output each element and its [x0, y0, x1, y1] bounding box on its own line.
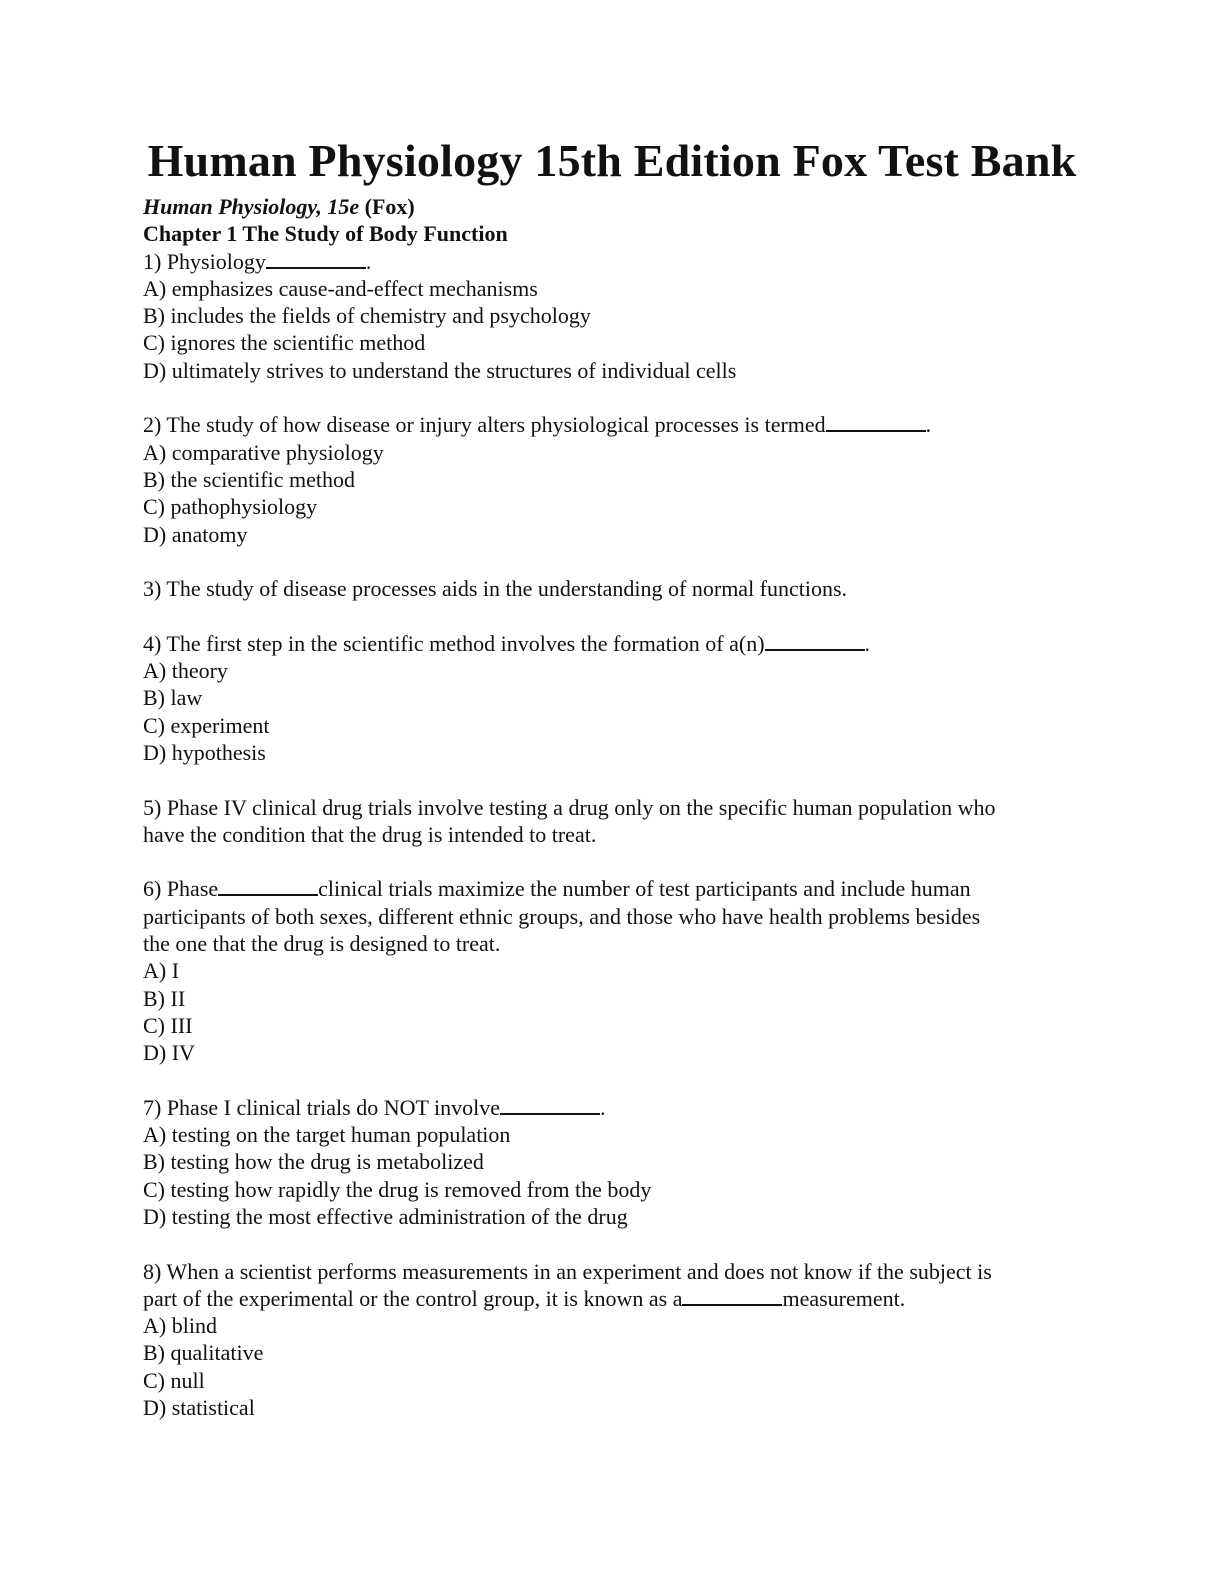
answer-option: B) the scientific method	[143, 466, 355, 492]
question-item	[143, 794, 1088, 849]
question-stem-line	[143, 821, 1088, 848]
question-spacer	[143, 384, 1088, 411]
question-stem-text-after: .	[864, 630, 871, 656]
fill-in-blank	[266, 248, 366, 269]
fill-in-blank	[765, 630, 865, 651]
answer-option: A) testing on the target human population	[143, 1122, 511, 1148]
question-stem-line	[143, 1094, 1088, 1121]
question-item	[143, 411, 1088, 547]
book-title-author: (Fox)	[359, 194, 415, 219]
answer-option: A) theory	[143, 658, 228, 684]
answer-option: D) hypothesis	[143, 739, 266, 765]
book-title-italic: Human Physiology, 15e	[143, 194, 360, 219]
page-title: Human Physiology 15th Edition Fox Test Bank	[147, 135, 1077, 186]
answer-option: D) testing the most effective administration of the drug	[143, 1203, 628, 1229]
question-spacer	[143, 848, 1088, 875]
question-stem-text-after: .	[925, 412, 932, 438]
question-stem-line	[143, 411, 1088, 438]
answer-option: B) II	[143, 985, 186, 1011]
question-stem-text: participants of both sexes, different ethnic groups, and those who have health problems besides	[143, 903, 981, 929]
question-stem-line	[143, 930, 1088, 957]
question-stem-text: 5) Phase IV clinical drug trials involve testing a drug only on the specific human population who	[143, 794, 996, 820]
chapter-heading: Chapter 1 The Study of Body Function	[143, 221, 508, 247]
answer-option: A) comparative physiology	[143, 439, 384, 465]
fill-in-blank	[826, 411, 926, 432]
question-item	[143, 630, 1088, 766]
question-item	[143, 575, 1088, 602]
question-stem-text: have the condition that the drug is intended to treat.	[143, 821, 597, 847]
question-stem-text-after: .	[365, 248, 372, 274]
question-stem-text-after: measurement.	[782, 1285, 906, 1311]
question-stem-text: 4) The first step in the scientific method involves the formation of a(n)	[143, 630, 765, 656]
fill-in-blank	[500, 1094, 600, 1115]
fill-in-blank	[682, 1285, 782, 1306]
question-stem-line	[143, 575, 1088, 602]
question-stem-text: 3) The study of disease processes aids in the understanding of normal functions.	[143, 576, 848, 602]
question-stem-text-after: .	[600, 1094, 606, 1120]
question-item	[143, 875, 1088, 1066]
answer-option: A) emphasizes cause-and-effect mechanisms	[143, 275, 538, 301]
answer-option: A) blind	[143, 1313, 217, 1339]
question-stem-line	[143, 875, 1088, 902]
answer-option: D) IV	[143, 1040, 195, 1066]
question-stem-line	[143, 1258, 1088, 1285]
answer-option: B) qualitative	[143, 1340, 264, 1366]
question-spacer	[143, 548, 1088, 575]
question-stem-line	[143, 248, 1088, 275]
question-stem-text: 7) Phase I clinical trials do NOT involve	[143, 1094, 501, 1120]
answer-option: B) law	[143, 685, 203, 711]
question-stem-line	[143, 1285, 1088, 1312]
question-item	[143, 1258, 1088, 1422]
answer-option: D) ultimately strives to understand the structures of individual cells	[143, 357, 737, 383]
question-stem-line	[143, 630, 1088, 657]
answer-option: D) statistical	[143, 1395, 255, 1421]
book-title	[143, 193, 1088, 220]
document-body	[143, 193, 1088, 1421]
answer-option: B) includes the fields of chemistry and psychology	[143, 303, 591, 329]
question-list	[143, 248, 1088, 1422]
question-spacer	[143, 602, 1088, 629]
answer-option: C) ignores the scientific method	[143, 330, 426, 356]
answer-option: C) null	[143, 1367, 205, 1393]
answer-option: B) testing how the drug is metabolized	[143, 1149, 484, 1175]
question-item	[143, 1094, 1088, 1230]
question-stem-text: part of the experimental or the control group, it is known as a	[143, 1285, 683, 1311]
question-stem-line	[143, 794, 1088, 821]
answer-option: A) I	[143, 958, 180, 984]
question-stem-line	[143, 903, 1088, 930]
question-stem-text: the one that the drug is designed to treat.	[143, 931, 501, 957]
question-stem-text: 2) The study of how disease or injury alters physiological processes is termed	[143, 412, 826, 438]
answer-option: C) III	[143, 1012, 193, 1038]
fill-in-blank	[218, 875, 318, 896]
answer-option: C) testing how rapidly the drug is removed from the body	[143, 1176, 652, 1202]
question-stem-text: 6) Phase	[143, 876, 219, 902]
answer-option: D) anatomy	[143, 521, 248, 547]
question-spacer	[143, 1067, 1088, 1094]
question-stem-text: 8) When a scientist performs measurements in an experiment and does not know if the subject is	[143, 1258, 992, 1284]
question-spacer	[143, 766, 1088, 793]
question-stem-text-after: clinical trials maximize the number of test participants and include human	[318, 876, 971, 902]
answer-option: C) pathophysiology	[143, 494, 318, 520]
question-stem-text: 1) Physiology	[143, 248, 266, 274]
question-spacer	[143, 1230, 1088, 1257]
question-item	[143, 248, 1088, 384]
answer-option: C) experiment	[143, 712, 270, 738]
